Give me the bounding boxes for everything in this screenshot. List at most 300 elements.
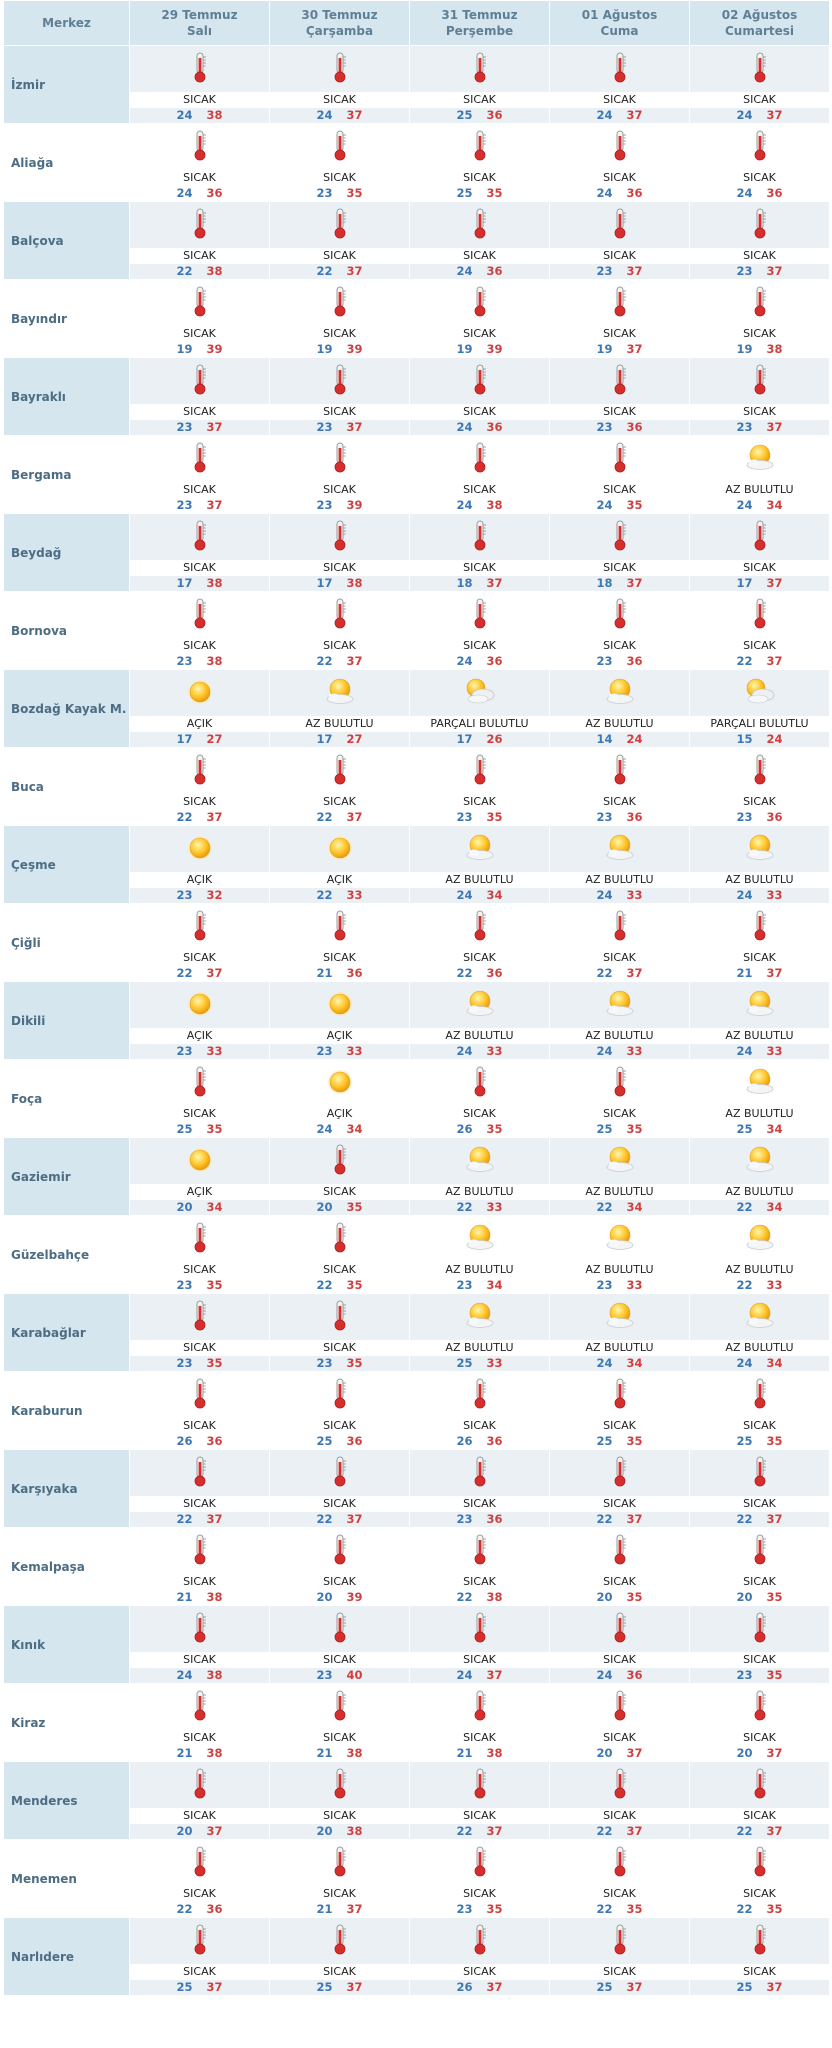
condition-label: SICAK — [550, 1808, 689, 1824]
condition-label: SICAK — [410, 326, 549, 342]
max-temp: 38 — [206, 1668, 223, 1682]
min-temp: 15 — [736, 732, 753, 746]
temperature-range — [690, 498, 829, 513]
table-row — [4, 1918, 830, 1996]
forecast-cell — [550, 1840, 690, 1918]
max-temp: 37 — [486, 1824, 503, 1838]
max-temp: 26 — [486, 732, 503, 746]
condition-label: SICAK — [410, 1886, 549, 1902]
forecast-cell — [550, 1216, 690, 1294]
min-temp: 22 — [456, 1824, 473, 1838]
temperature-range — [690, 966, 829, 981]
max-temp: 38 — [486, 498, 503, 512]
few-clouds-icon — [690, 436, 829, 482]
min-temp: 23 — [596, 810, 613, 824]
max-temp: 35 — [346, 1278, 363, 1292]
condition-label: SICAK — [690, 1418, 829, 1434]
thermometer-icon — [130, 1840, 269, 1886]
temperature-range — [270, 1122, 409, 1137]
forecast-cell — [690, 358, 830, 436]
condition-label: SICAK — [130, 92, 269, 108]
min-temp: 22 — [456, 1200, 473, 1214]
condition-label: SICAK — [130, 1106, 269, 1122]
max-temp: 37 — [346, 654, 363, 668]
max-temp: 35 — [626, 1590, 643, 1604]
max-temp: 35 — [486, 1122, 503, 1136]
temperature-range — [130, 1356, 269, 1371]
city-name: Aliağa — [4, 124, 130, 202]
condition-label: SICAK — [130, 1574, 269, 1590]
temperature-range — [130, 1668, 269, 1683]
temperature-range — [410, 498, 549, 513]
condition-label: AÇIK — [130, 872, 269, 888]
few-clouds-icon — [690, 826, 829, 872]
max-temp: 37 — [626, 264, 643, 278]
min-temp: 24 — [456, 654, 473, 668]
table-row — [4, 1216, 830, 1294]
forecast-cell — [410, 1138, 550, 1216]
max-temp: 37 — [626, 1980, 643, 1994]
condition-label: SICAK — [410, 1652, 549, 1668]
city-name: Narlıdere — [4, 1918, 130, 1996]
few-clouds-icon — [690, 1060, 829, 1106]
forecast-cell — [270, 982, 410, 1060]
thermometer-icon — [130, 592, 269, 638]
min-temp: 20 — [316, 1200, 333, 1214]
condition-label: SICAK — [410, 1964, 549, 1980]
thermometer-icon — [410, 202, 549, 248]
thermometer-icon — [690, 1762, 829, 1808]
max-temp: 35 — [486, 186, 503, 200]
forecast-cell — [270, 1216, 410, 1294]
city-name: Balçova — [4, 202, 130, 280]
thermometer-icon — [130, 1450, 269, 1496]
max-temp: 33 — [626, 888, 643, 902]
max-temp: 34 — [626, 1200, 643, 1214]
forecast-cell — [130, 904, 270, 982]
thermometer-icon — [270, 358, 409, 404]
forecast-cell — [130, 1918, 270, 1996]
max-temp: 35 — [346, 186, 363, 200]
table-row — [4, 124, 830, 202]
forecast-cell — [550, 1918, 690, 1996]
thermometer-icon — [550, 436, 689, 482]
forecast-cell — [270, 514, 410, 592]
thermometer-icon — [410, 124, 549, 170]
thermometer-icon — [270, 280, 409, 326]
temperature-range — [550, 888, 689, 903]
min-temp: 23 — [736, 420, 753, 434]
forecast-cell — [550, 826, 690, 904]
condition-label: SICAK — [410, 560, 549, 576]
condition-label: SICAK — [550, 560, 689, 576]
max-temp: 38 — [346, 1746, 363, 1760]
temperature-range — [550, 1668, 689, 1683]
forecast-cell — [550, 1060, 690, 1138]
max-temp: 37 — [626, 1512, 643, 1526]
min-temp: 25 — [316, 1434, 333, 1448]
thermometer-icon — [270, 1918, 409, 1964]
thermometer-icon — [270, 1216, 409, 1262]
forecast-cell — [270, 1372, 410, 1450]
forecast-cell — [690, 202, 830, 280]
forecast-cell — [550, 436, 690, 514]
max-temp: 35 — [206, 1278, 223, 1292]
max-temp: 36 — [766, 810, 783, 824]
max-temp: 35 — [346, 1200, 363, 1214]
few-clouds-icon — [410, 1294, 549, 1340]
thermometer-icon — [410, 1372, 549, 1418]
min-temp: 25 — [596, 1434, 613, 1448]
thermometer-icon — [410, 1450, 549, 1496]
min-temp: 22 — [736, 1200, 753, 1214]
temperature-range — [550, 1746, 689, 1761]
sun-icon — [130, 1138, 269, 1184]
thermometer-icon — [550, 124, 689, 170]
forecast-cell — [550, 124, 690, 202]
condition-label: SICAK — [690, 794, 829, 810]
forecast-cell — [130, 670, 270, 748]
condition-label: SICAK — [550, 404, 689, 420]
forecast-cell — [270, 1606, 410, 1684]
condition-label: SICAK — [410, 950, 549, 966]
temperature-range — [690, 1122, 829, 1137]
thermometer-icon — [690, 280, 829, 326]
max-temp: 37 — [486, 1980, 503, 1994]
thermometer-icon — [270, 592, 409, 638]
temperature-range — [410, 1200, 549, 1215]
min-temp: 24 — [176, 108, 193, 122]
forecast-cell — [130, 1840, 270, 1918]
max-temp: 39 — [486, 342, 503, 356]
table-row — [4, 670, 830, 748]
thermometer-icon — [690, 358, 829, 404]
condition-label: SICAK — [130, 1418, 269, 1434]
max-temp: 37 — [766, 576, 783, 590]
table-row — [4, 46, 830, 124]
max-temp: 37 — [206, 420, 223, 434]
max-temp: 37 — [626, 108, 643, 122]
condition-label: SICAK — [270, 1808, 409, 1824]
condition-label: SICAK — [550, 1106, 689, 1122]
min-temp: 20 — [176, 1200, 193, 1214]
temperature-range — [130, 654, 269, 669]
max-temp: 38 — [346, 576, 363, 590]
sun-icon — [130, 982, 269, 1028]
city-name: Bozdağ Kayak M. — [4, 670, 130, 748]
condition-label: SICAK — [270, 1184, 409, 1200]
header-merkez-label: Merkez — [42, 16, 91, 30]
thermometer-icon — [270, 436, 409, 482]
min-temp: 24 — [736, 186, 753, 200]
city-name: Karaburun — [4, 1372, 130, 1450]
max-temp: 37 — [346, 1980, 363, 1994]
condition-label: SICAK — [550, 1652, 689, 1668]
max-temp: 36 — [626, 186, 643, 200]
table-row — [4, 1762, 830, 1840]
forecast-cell — [690, 1450, 830, 1528]
min-temp: 23 — [316, 420, 333, 434]
max-temp: 38 — [206, 654, 223, 668]
temperature-range — [410, 966, 549, 981]
table-row — [4, 202, 830, 280]
max-temp: 33 — [346, 888, 363, 902]
min-temp: 24 — [736, 1356, 753, 1370]
temperature-range — [690, 108, 829, 123]
thermometer-icon — [550, 1528, 689, 1574]
forecast-cell — [410, 1606, 550, 1684]
max-temp: 33 — [626, 1278, 643, 1292]
forecast-cell — [130, 1138, 270, 1216]
condition-label: SICAK — [410, 170, 549, 186]
min-temp: 25 — [596, 1122, 613, 1136]
condition-label: SICAK — [130, 1262, 269, 1278]
min-temp: 23 — [736, 810, 753, 824]
max-temp: 33 — [486, 1200, 503, 1214]
temperature-range — [130, 1824, 269, 1839]
max-temp: 34 — [486, 888, 503, 902]
condition-label: AÇIK — [130, 1028, 269, 1044]
min-temp: 21 — [316, 966, 333, 980]
max-temp: 39 — [346, 498, 363, 512]
forecast-cell — [130, 1606, 270, 1684]
max-temp: 36 — [346, 966, 363, 980]
temperature-range — [550, 1356, 689, 1371]
forecast-cell — [410, 670, 550, 748]
forecast-cell — [270, 670, 410, 748]
min-temp: 25 — [176, 1980, 193, 1994]
forecast-cell — [130, 124, 270, 202]
condition-label: SICAK — [690, 560, 829, 576]
min-temp: 23 — [456, 810, 473, 824]
max-temp: 35 — [766, 1668, 783, 1682]
condition-label: SICAK — [690, 1808, 829, 1824]
temperature-range — [270, 186, 409, 201]
max-temp: 35 — [346, 1356, 363, 1370]
thermometer-icon — [130, 514, 269, 560]
temperature-range — [690, 576, 829, 591]
condition-label: SICAK — [550, 1730, 689, 1746]
min-temp: 23 — [316, 1356, 333, 1370]
city-name: Bergama — [4, 436, 130, 514]
thermometer-icon — [270, 1684, 409, 1730]
min-temp: 17 — [176, 732, 193, 746]
min-temp: 26 — [456, 1980, 473, 1994]
temperature-range — [130, 966, 269, 981]
forecast-cell — [550, 592, 690, 670]
min-temp: 25 — [736, 1434, 753, 1448]
header-day — [410, 1, 550, 46]
forecast-cell — [410, 1060, 550, 1138]
max-temp: 37 — [626, 1824, 643, 1838]
temperature-range — [130, 498, 269, 513]
forecast-cell — [130, 46, 270, 124]
city-name: Karşıyaka — [4, 1450, 130, 1528]
min-temp: 17 — [316, 576, 333, 590]
forecast-cell — [550, 748, 690, 826]
forecast-cell — [550, 1528, 690, 1606]
city-name: Foça — [4, 1060, 130, 1138]
max-temp: 36 — [626, 1668, 643, 1682]
temperature-range — [410, 342, 549, 357]
min-temp: 22 — [316, 1278, 333, 1292]
forecast-cell — [550, 1450, 690, 1528]
min-temp: 23 — [316, 1044, 333, 1058]
min-temp: 26 — [456, 1434, 473, 1448]
condition-label: SICAK — [270, 1886, 409, 1902]
min-temp: 21 — [176, 1590, 193, 1604]
max-temp: 24 — [626, 732, 643, 746]
condition-label: SICAK — [270, 1730, 409, 1746]
thermometer-icon — [550, 1918, 689, 1964]
forecast-cell — [270, 1450, 410, 1528]
max-temp: 38 — [206, 108, 223, 122]
few-clouds-icon — [550, 982, 689, 1028]
max-temp: 24 — [766, 732, 783, 746]
header-weekday: Çarşamba — [305, 24, 374, 38]
thermometer-icon — [410, 1840, 549, 1886]
min-temp: 22 — [316, 810, 333, 824]
max-temp: 38 — [206, 576, 223, 590]
forecast-cell — [410, 1450, 550, 1528]
max-temp: 37 — [346, 1512, 363, 1526]
city-name: Buca — [4, 748, 130, 826]
forecast-cell — [690, 514, 830, 592]
table-row — [4, 748, 830, 826]
temperature-range — [690, 264, 829, 279]
min-temp: 24 — [596, 888, 613, 902]
min-temp: 24 — [316, 1122, 333, 1136]
min-temp: 22 — [736, 654, 753, 668]
thermometer-icon — [550, 358, 689, 404]
forecast-cell — [270, 1684, 410, 1762]
condition-label: AZ BULUTLU — [410, 1184, 549, 1200]
max-temp: 33 — [766, 1044, 783, 1058]
thermometer-icon — [130, 748, 269, 794]
condition-label: AZ BULUTLU — [690, 872, 829, 888]
temperature-range — [410, 576, 549, 591]
table-row — [4, 1294, 830, 1372]
condition-label: SICAK — [690, 92, 829, 108]
forecast-cell — [130, 748, 270, 826]
header-day — [550, 1, 690, 46]
condition-label: SICAK — [410, 794, 549, 810]
min-temp: 19 — [736, 342, 753, 356]
thermometer-icon — [690, 748, 829, 794]
forecast-cell — [410, 514, 550, 592]
min-temp: 18 — [596, 576, 613, 590]
max-temp: 35 — [486, 810, 503, 824]
min-temp: 23 — [736, 264, 753, 278]
temperature-range — [550, 1590, 689, 1605]
thermometer-icon — [410, 1762, 549, 1808]
min-temp: 23 — [596, 1278, 613, 1292]
few-clouds-icon — [410, 1138, 549, 1184]
temperature-range — [550, 1122, 689, 1137]
max-temp: 37 — [766, 654, 783, 668]
few-clouds-icon — [550, 1294, 689, 1340]
forecast-cell — [550, 904, 690, 982]
min-temp: 24 — [316, 108, 333, 122]
temperature-range — [690, 1356, 829, 1371]
thermometer-icon — [410, 1528, 549, 1574]
thermometer-icon — [550, 1606, 689, 1652]
condition-label: AZ BULUTLU — [690, 1028, 829, 1044]
max-temp: 35 — [206, 1122, 223, 1136]
temperature-range — [410, 108, 549, 123]
temperature-range — [130, 1746, 269, 1761]
condition-label: AZ BULUTLU — [690, 1106, 829, 1122]
min-temp: 24 — [456, 1668, 473, 1682]
header-day — [690, 1, 830, 46]
temperature-range — [550, 1434, 689, 1449]
condition-label: SICAK — [410, 482, 549, 498]
condition-label: SICAK — [270, 404, 409, 420]
forecast-cell — [270, 1294, 410, 1372]
thermometer-icon — [270, 1294, 409, 1340]
temperature-range — [550, 1044, 689, 1059]
max-temp: 37 — [206, 1824, 223, 1838]
temperature-range — [270, 1824, 409, 1839]
thermometer-icon — [690, 1528, 829, 1574]
forecast-table — [3, 0, 830, 1996]
condition-label: PARÇALI BULUTLU — [690, 716, 829, 732]
temperature-range — [130, 888, 269, 903]
min-temp: 23 — [456, 1278, 473, 1292]
forecast-cell — [410, 1684, 550, 1762]
thermometer-icon — [270, 1762, 409, 1808]
forecast-cell — [130, 1684, 270, 1762]
min-temp: 24 — [736, 108, 753, 122]
city-name: Karabağlar — [4, 1294, 130, 1372]
min-temp: 22 — [316, 1512, 333, 1526]
max-temp: 33 — [766, 1278, 783, 1292]
forecast-cell — [550, 1372, 690, 1450]
temperature-range — [270, 1512, 409, 1527]
condition-label: SICAK — [410, 1418, 549, 1434]
max-temp: 37 — [206, 1980, 223, 1994]
partly-cloudy-icon — [690, 670, 829, 716]
temperature-range — [130, 342, 269, 357]
condition-label: AZ BULUTLU — [550, 872, 689, 888]
temperature-range — [130, 1200, 269, 1215]
forecast-cell — [410, 1372, 550, 1450]
temperature-range — [550, 1824, 689, 1839]
max-temp: 33 — [206, 1044, 223, 1058]
max-temp: 33 — [766, 888, 783, 902]
forecast-cell — [690, 670, 830, 748]
temperature-range — [410, 1668, 549, 1683]
condition-label: SICAK — [690, 170, 829, 186]
max-temp: 38 — [346, 1824, 363, 1838]
temperature-range — [270, 1668, 409, 1683]
min-temp: 25 — [456, 108, 473, 122]
min-temp: 17 — [316, 732, 333, 746]
forecast-cell — [690, 1216, 830, 1294]
thermometer-icon — [130, 1918, 269, 1964]
min-temp: 22 — [736, 1824, 753, 1838]
few-clouds-icon — [550, 670, 689, 716]
condition-label: SICAK — [550, 1964, 689, 1980]
condition-label: PARÇALI BULUTLU — [410, 716, 549, 732]
city-name: Çiğli — [4, 904, 130, 982]
max-temp: 35 — [626, 1902, 643, 1916]
forecast-cell — [270, 1528, 410, 1606]
min-temp: 23 — [596, 420, 613, 434]
forecast-cell — [690, 982, 830, 1060]
condition-label: SICAK — [270, 638, 409, 654]
thermometer-icon — [690, 1450, 829, 1496]
